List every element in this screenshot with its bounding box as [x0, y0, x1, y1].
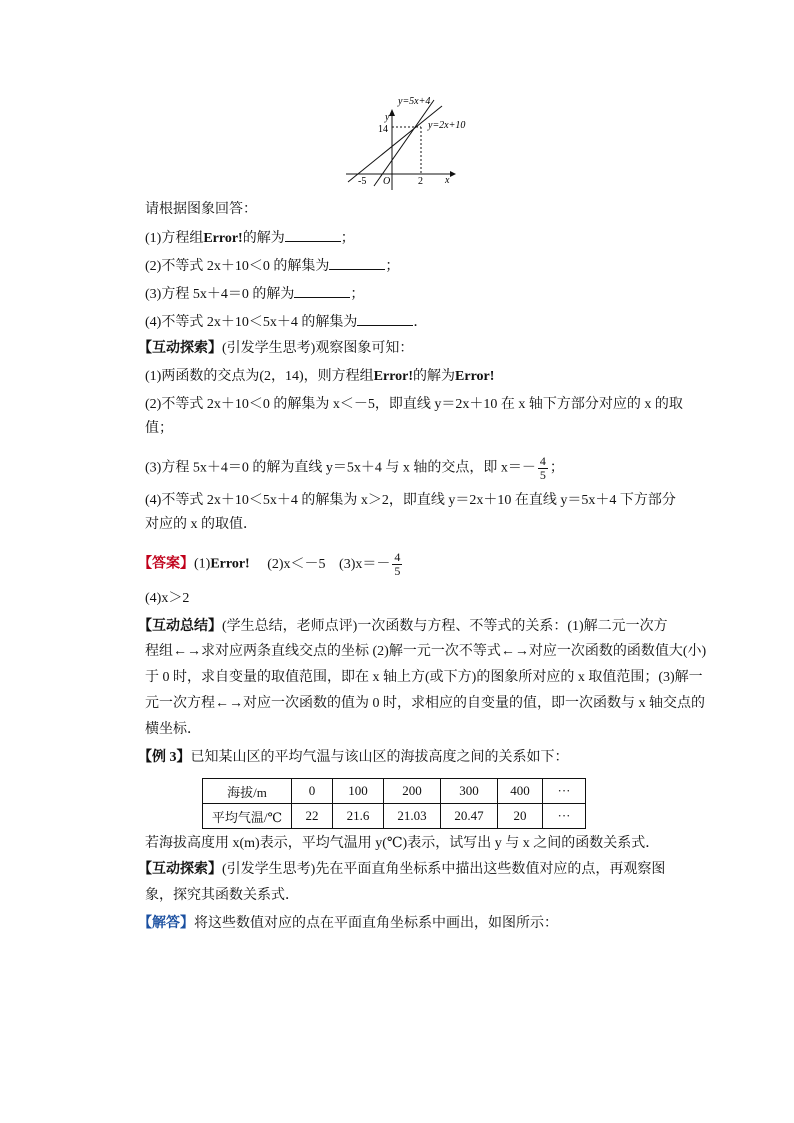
- question-4: [145, 311, 427, 333]
- q2-text: (2)不等式 2x＋10＜0 的解集为: [145, 259, 330, 274]
- answer-1: (1): [194, 556, 211, 572]
- answer-3-numerator: 4: [394, 550, 401, 564]
- table-cell: ···: [543, 779, 586, 804]
- explore2-tag: 【互动探索】: [138, 862, 222, 877]
- explore1-p4-line2: 对应的 x 的取值．: [145, 517, 257, 532]
- table-cell: 平均气温/℃: [203, 804, 292, 829]
- table-cell: 200: [384, 779, 441, 804]
- answer-2: (2)x＜－5: [267, 556, 326, 572]
- answer-3: (3)x＝－: [339, 556, 391, 572]
- altitude-temperature-table: [202, 778, 586, 829]
- q4-blank: [357, 311, 413, 326]
- q3-blank: [294, 283, 350, 298]
- example3-heading: [138, 748, 569, 768]
- after-table-text: 若海拔高度用 x(m)表示，平均气温用 y(℃)表示，试写出 y 与 x 之间的函数关系式．: [145, 836, 660, 851]
- answer-1-error: Error!: [210, 556, 250, 572]
- explore2-line2: 象，探究其函数关系式．: [145, 888, 299, 903]
- summary-line3: 于 0 时，求自变量的取值范围，即在 x 轴上方(或下方)的图象所对应的 x 取值范围；(3)解一: [145, 670, 703, 685]
- label-x: x: [445, 175, 450, 186]
- q1-error: Error!: [203, 231, 243, 246]
- line-5x-plus-4: [374, 100, 434, 186]
- x-axis-arrow: [450, 171, 456, 177]
- table-cell: 海拔/m: [203, 779, 292, 804]
- table-cell: 300: [441, 779, 498, 804]
- answer-line: [138, 551, 404, 578]
- summary-tag: 【互动总结】: [138, 619, 222, 634]
- table-cell: 21.6: [333, 804, 384, 829]
- explore1-heading: [138, 339, 413, 359]
- question-3: [145, 283, 364, 305]
- explore1-p1: [145, 367, 494, 387]
- explore1-p3: [145, 455, 564, 482]
- tick-14: 14: [378, 124, 388, 135]
- p1-error-1: Error!: [373, 369, 414, 384]
- label-line1: y=5x+4: [398, 96, 431, 107]
- solution-text: 将这些数值对应的点在平面直角坐标系中画出，如图所示：: [194, 916, 558, 931]
- label-y: y: [385, 112, 390, 123]
- line-2x-plus-10: [348, 106, 442, 182]
- summary-line1: [138, 617, 668, 637]
- q1-blank: [285, 227, 341, 242]
- q2-blank: [329, 255, 385, 270]
- example3-text: 已知某山区的平均气温与该山区的海拔高度之间的关系如下：: [190, 750, 569, 765]
- p3-denominator: 5: [539, 468, 546, 482]
- table-cell: 20: [498, 804, 543, 829]
- q4-end: ．: [413, 315, 428, 330]
- summary-line5: 横坐标．: [145, 722, 201, 737]
- tick-2: 2: [418, 176, 423, 187]
- answer-4: (4)x＞2: [145, 591, 190, 606]
- question-1: [145, 227, 355, 249]
- table-cell: 21.03: [384, 804, 441, 829]
- table-cell: 0: [292, 779, 333, 804]
- explore1-tag: 【互动探索】: [138, 341, 222, 356]
- tick-neg5: -5: [358, 176, 367, 187]
- q1-text-b: 的解为: [242, 231, 285, 246]
- y-axis-arrow: [389, 109, 395, 116]
- table-cell: 22: [292, 804, 333, 829]
- p3-numerator: 4: [539, 454, 546, 468]
- explore2-text: (引发学生思考)先在平面直角坐标系中描出这些数值对应的点，再观察图: [222, 862, 666, 877]
- p3-fraction: [538, 455, 548, 482]
- q2-end: ；: [385, 259, 400, 274]
- question-2: [145, 255, 399, 277]
- answer-3-denominator: 5: [394, 564, 401, 578]
- answer-3-fraction: [392, 551, 402, 578]
- example3-tag: 【例 3】: [138, 750, 191, 765]
- q3-end: ；: [350, 287, 365, 302]
- tick-origin: O: [383, 176, 391, 187]
- table-cell: 400: [498, 779, 543, 804]
- p1-error-2: Error!: [455, 369, 495, 384]
- answer-tag: 【答案】: [138, 556, 194, 572]
- p1-text-b: 的解为: [413, 369, 456, 384]
- q1-end: ；: [340, 231, 355, 246]
- q3-text: (3)方程 5x＋4＝0 的解为: [145, 287, 295, 302]
- p1-text-a: (1)两函数的交点为(2，14)，则方程组: [145, 369, 374, 384]
- q1-text-a: (1)方程组: [145, 231, 204, 246]
- function-graph: [340, 88, 466, 192]
- p3-text: (3)方程 5x＋4＝0 的解为直线 y＝5x＋4 与 x 轴的交点，即 x＝－: [145, 460, 536, 476]
- explore1-p4-line1: (4)不等式 2x＋10＜5x＋4 的解集为 x＞2，即直线 y＝2x＋10 在直线 y＝5x＋4 下方部分: [145, 493, 676, 508]
- summary-line2: 程组←→求对应两条直线交点的坐标 (2)解一元一次不等式←→对应一次函数的函数值大(小): [145, 644, 707, 659]
- solution-tag: 【解答】: [138, 916, 194, 931]
- table-row: [203, 804, 586, 829]
- label-line2: y=2x+10: [428, 120, 466, 131]
- explore1-text: (引发学生思考)观察图象可知：: [222, 341, 414, 356]
- table-cell: 100: [333, 779, 384, 804]
- intro-text: 请根据图象回答：: [145, 202, 257, 217]
- summary-line4: 元一次方程←→对应一次函数的值为 0 时，求相应的自变量的值，即一次函数与 x 轴交点的: [145, 696, 705, 711]
- explore1-p2-line2: 值；: [145, 421, 173, 436]
- table-cell: ···: [543, 804, 586, 829]
- solution-line: [138, 914, 558, 934]
- p3-end: ；: [549, 460, 564, 476]
- q4-text: (4)不等式 2x＋10＜5x＋4 的解集为: [145, 315, 358, 330]
- table-cell: 20.47: [441, 804, 498, 829]
- explore2-line1: [138, 860, 665, 880]
- table-row: [203, 779, 586, 804]
- summary-text-1: (学生总结，老师点评)一次函数与方程、不等式的关系：(1)解二元一次方: [222, 619, 668, 634]
- explore1-p2-line1: (2)不等式 2x＋10＜0 的解集为 x＜－5，即直线 y＝2x＋10 在 x 轴下方部分对应的 x 的取: [145, 397, 683, 412]
